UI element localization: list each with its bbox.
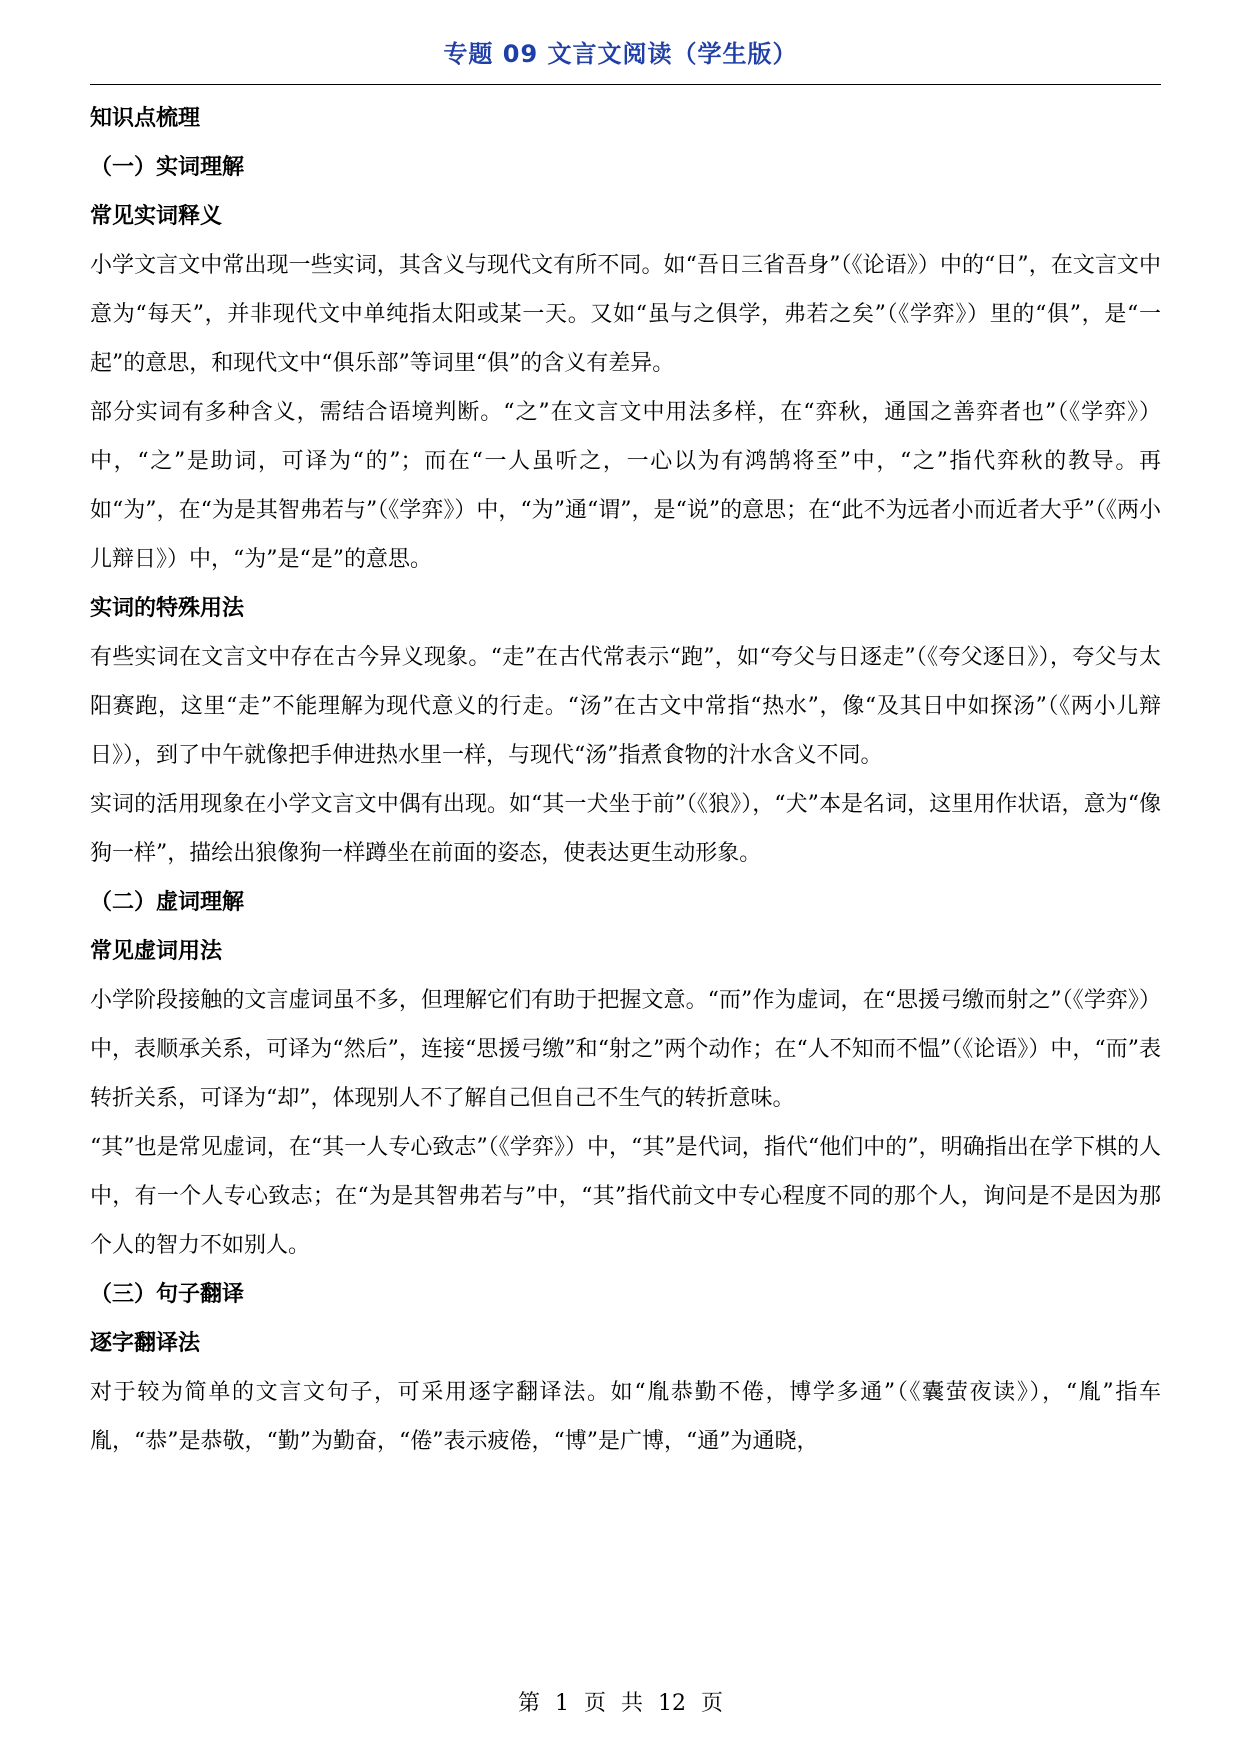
section-heading: 知识点梳理 [90, 106, 201, 131]
paragraph: 有些实词在文言文中存在古今异义现象。“走”在古代常表示“跑”，如“夸父与日逐走”（《夸父逐日》），夸父与太阳赛跑，这里“走”不能理解为现代意义的行走。“汤”在古文中常指“热水”，像“及其日中如探汤”（《两小儿辩日》），到了中午就像把手伸进热水里一样，与现代“汤”指煮食物的汁水含义不同。 [90, 645, 1161, 768]
section-heading: 实词的特殊用法 [90, 596, 245, 621]
section-heading: （一）实词理解 [90, 155, 245, 180]
paragraph: 实词的活用现象在小学文言文中偶有出现。如“其一犬坐于前”（《狼》），“犬”本是名词，这里用作状语，意为“像狗一样”，描绘出狼像狗一样蹲坐在前面的姿态，使表达更生动形象。 [90, 792, 1161, 866]
section-heading: 常见虚词用法 [90, 939, 223, 964]
header-divider [90, 84, 1161, 85]
section-heading: （三）句子翻译 [90, 1282, 245, 1307]
section-heading: 常见实词释义 [90, 204, 223, 229]
document-body [90, 94, 1161, 1466]
paragraph: 小学阶段接触的文言虚词虽不多，但理解它们有助于把握文意。“而”作为虚词，在“思援弓缴而射之”（《学弈》）中，表顺承关系，可译为“然后”，连接“思援弓缴”和“射之”两个动作；在“人不知而不愠”（《论语》）中，“而”表转折关系，可译为“却”，体现别人不了解自己但自己不生气的转折意味。 [90, 988, 1161, 1111]
paragraph: “其”也是常见虚词，在“其一人专心致志”（《学弈》）中，“其”是代词，指代“他们中的”，明确指出在学下棋的人中，有一个人专心致志；在“为是其智弗若与”中，“其”指代前文中专心程度不同的那个人，询问是不是因为那个人的智力不如别人。 [90, 1135, 1161, 1258]
paragraph: 部分实词有多种含义，需结合语境判断。“之”在文言文中用法多样，在“弈秋，通国之善弈者也”（《学弈》）中，“之”是助词，可译为“的”；而在“一人虽听之，一心以为有鸿鹄将至”中，“之”指代弈秋的教导。再如“为”，在“为是其智弗若与”（《学弈》）中，“为”通“谓”，是“说”的意思；在“此不为远者小而近者大乎”（《两小儿辩日》）中，“为”是“是”的意思。 [90, 400, 1161, 572]
page-header-title: 专题 09 文言文阅读（学生版） [443, 40, 798, 68]
section-heading: 逐字翻译法 [90, 1331, 201, 1356]
paragraph: 小学文言文中常出现一些实词，其含义与现代文有所不同。如“吾日三省吾身”（《论语》）中的“日”，在文言文中意为“每天”，并非现代文中单纯指太阳或某一天。又如“虽与之俱学，弗若之矣”（《学弈》）里的“俱”，是“一起”的意思，和现代文中“俱乐部”等词里“俱”的含义有差异。 [90, 253, 1161, 376]
page-number: 第 1 页 共 12 页 [518, 1691, 723, 1716]
section-heading: （二）虚词理解 [90, 890, 245, 915]
paragraph: 对于较为简单的文言文句子，可采用逐字翻译法。如“胤恭勤不倦，博学多通”（《囊萤夜读》），“胤”指车胤，“恭”是恭敬，“勤”为勤奋，“倦”表示疲倦，“博”是广博，“通”为通晓， [90, 1380, 1161, 1454]
